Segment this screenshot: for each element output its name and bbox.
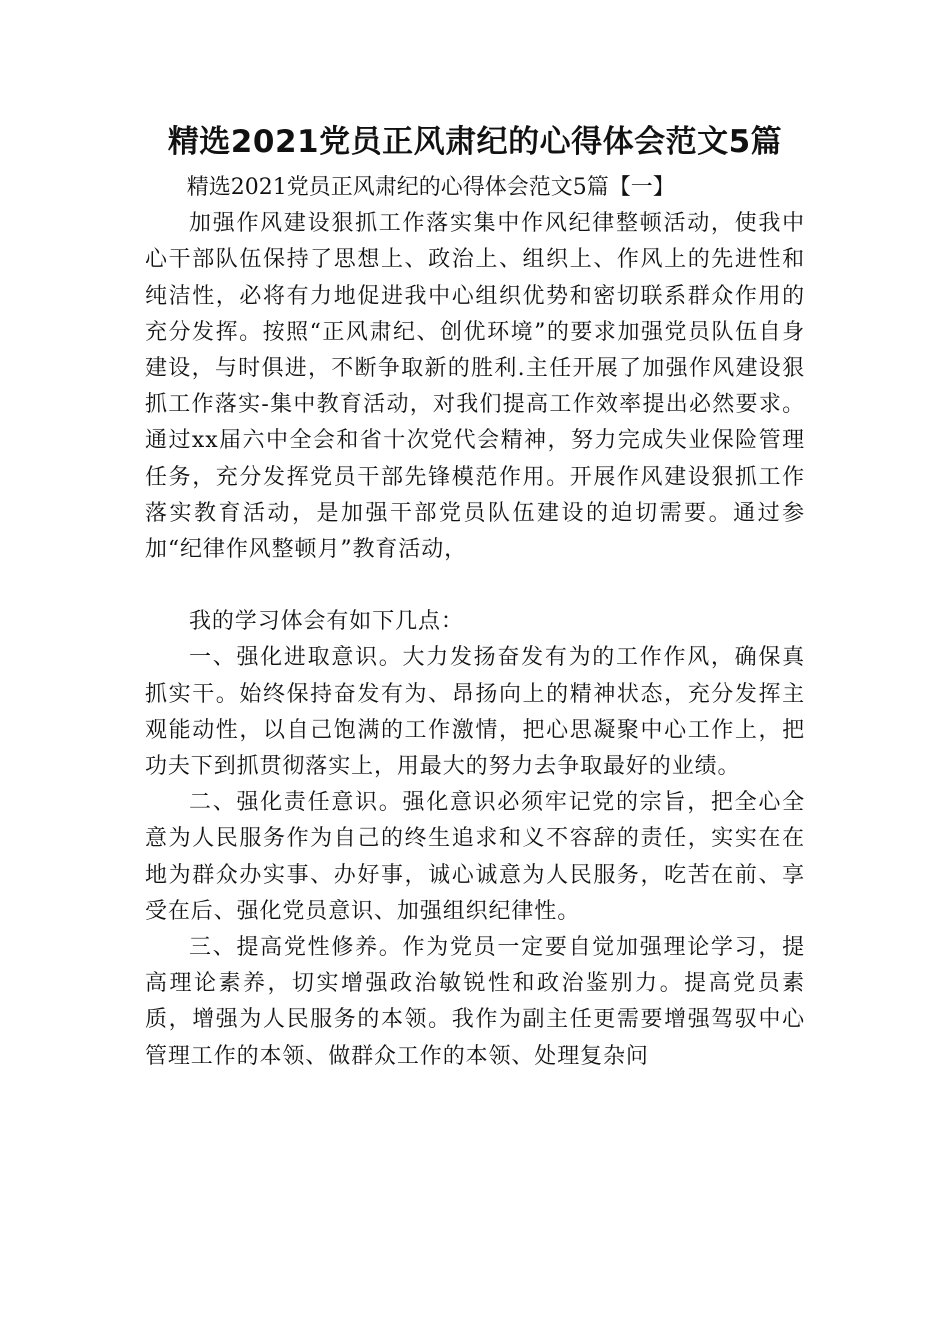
paragraph-intro: 加强作风建设狠抓工作落实集中作风纪律整顿活动，使我中心干部队伍保持了思想上、政治上、组织上、作风上的先进性和纯洁性，必将有力地促进我中心组织优势和密切联系群众作用的充分发挥。按照“正风肃纪、创优环境”的要求加强党员队伍自身建设，与时俱进，不断争取新的胜利.主任开展了加强作风建设狠抓工作落实-集中教育活动，对我们提高工作效率提出必然要求。通过xx届六中全会和省十次党代会精神，努力完成失业保险管理任务，充分发挥党员干部先锋模范作用。开展作风建设狠抓工作落实教育活动，是加强干部党员队伍建设的迫切需要。通过参加“纪律作风整顿月”教育活动， [145, 211, 805, 563]
paragraph-points-intro: 我的学习体会有如下几点： [189, 609, 464, 635]
paragraph-spacer [145, 568, 805, 604]
section-heading: 精选2021党员正风肃纪的心得体会范文5篇【一】 [186, 175, 675, 200]
document-title: 精选2021党员正风肃纪的心得体会范文5篇 [167, 124, 783, 160]
document-page [145, 118, 805, 1075]
paragraph-point-one: 一、强化进取意识。大力发扬奋发有为的工作作风，确保真抓实干。始终保持奋发有为、昂扬向上的精神状态，充分发挥主观能动性，以自己饱满的工作激情，把心思凝聚中心工作上，把功夫下到抓贯彻落实上，用最大的努力去争取最好的业绩。 [145, 645, 805, 780]
paragraph-point-three: 三、提高党性修养。作为党员一定要自觉加强理论学习，提高理论素养，切实增强政治敏锐性和政治鉴别力。提高党员素质，增强为人民服务的本领。我作为副主任更需要增强驾驭中心管理工作的本领、做群众工作的本领、处理复杂问 [145, 935, 805, 1069]
paragraph-point-two: 二、强化责任意识。强化意识必须牢记党的宗旨，把全心全意为人民服务作为自己的终生追求和义不容辞的责任，实实在在地为群众办实事、办好事，诚心诚意为人民服务，吃苦在前、享受在后、强化党员意识、加强组织纪律性。 [145, 790, 805, 924]
